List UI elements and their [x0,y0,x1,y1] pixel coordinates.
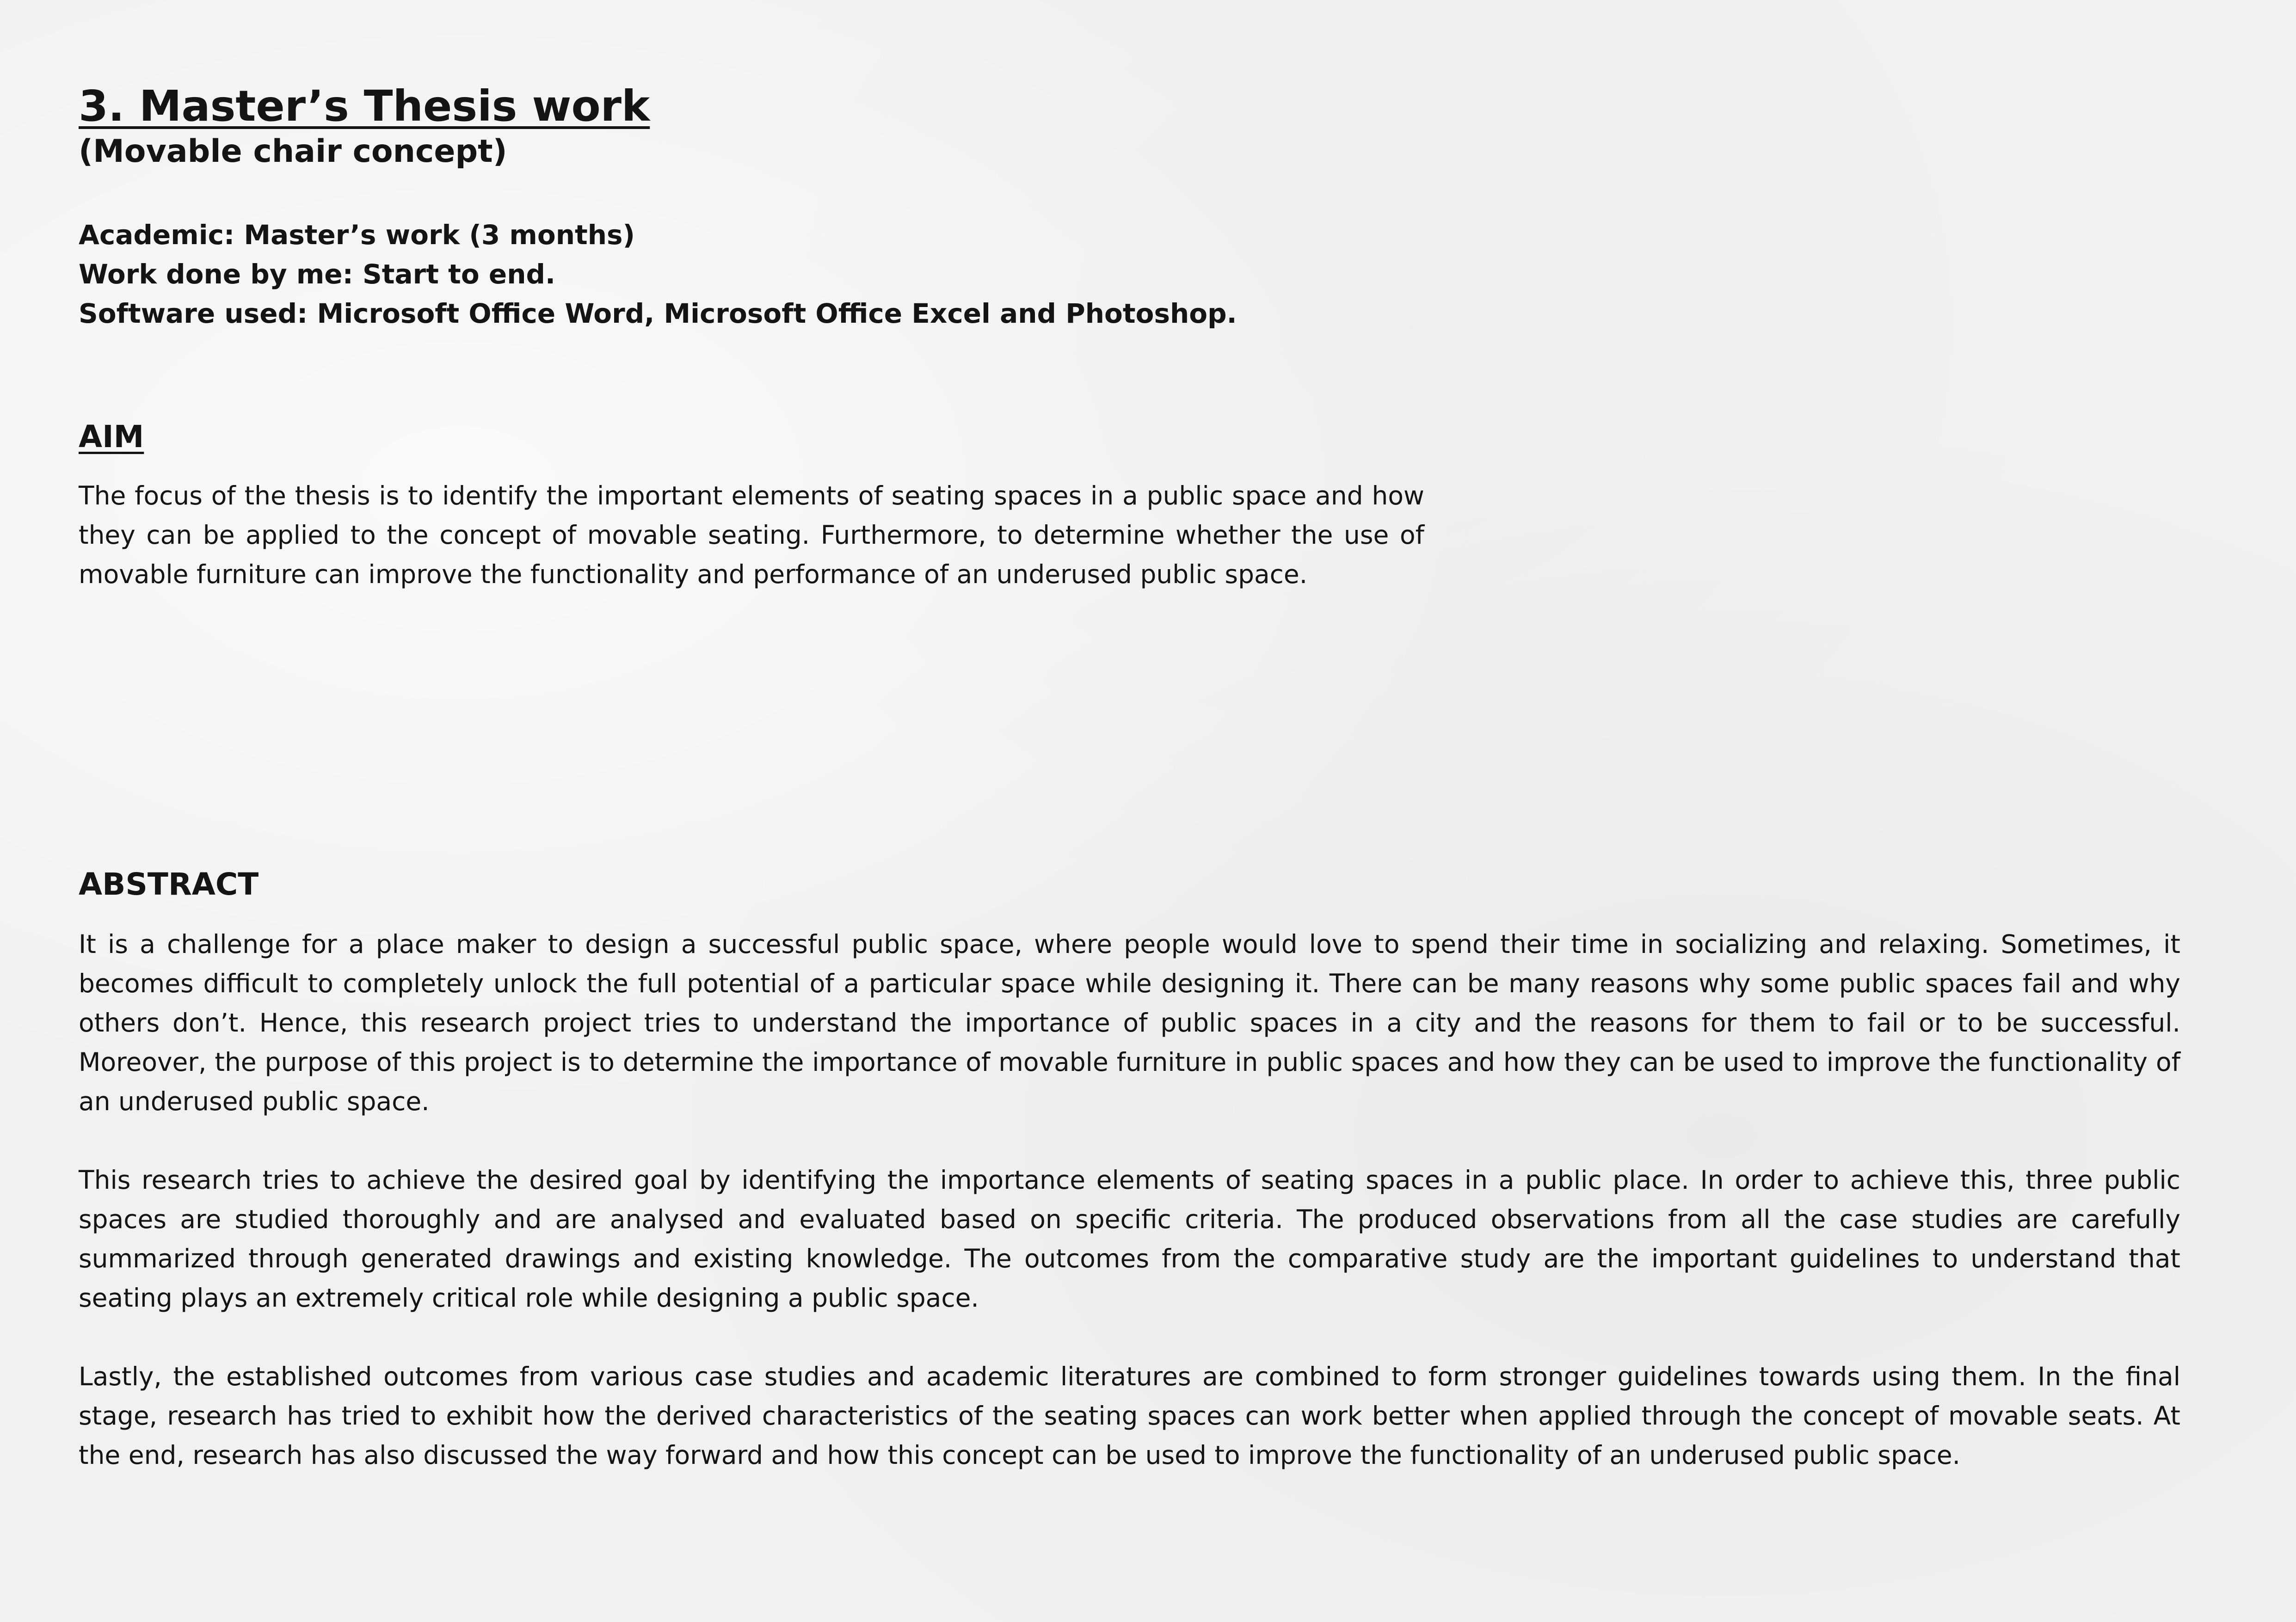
meta-software: Software used: Microsoft Office Word, Microsoft Office Excel and Photoshop. [79,298,1237,329]
page-title: 3. Master’s Thesis work [79,81,650,131]
project-meta [79,215,1237,333]
page-subtitle: (Movable chair concept) [79,133,507,170]
abstract-paragraph-1: It is a challenge for a place maker to design a successful public space, where people would love to spend their time in socializing and relaxing. Sometimes, it becomes difficult to completely unlock the full potential of a particular space while designing it. There can be many reasons why some public spaces fail and why others don’t. Hence, this research project tries to understand the importance of public spaces in a city and the reasons for them to fail or to be successful. Moreover, the purpose of this project is to determine the importance of movable furniture in public spaces and how they can be used to improve the functionality of an underused public space. [79,929,2180,1116]
abstract-paragraph-2: This research tries to achieve the desired goal by identifying the importance elements of seating spaces in a public place. In order to achieve this, three public spaces are studied thoroughly and are analysed and evaluated based on specific criteria. The produced observations from all the case studies are carefully summarized through generated drawings and existing knowledge. The outcomes from the comparative study are the important guidelines to understand that seating plays an extremely critical role while designing a public space. [79,1165,2180,1313]
aim-heading: AIM [79,419,144,455]
abstract-heading: ABSTRACT [79,866,259,902]
meta-academic: Academic: Master’s work (3 months) [79,219,635,251]
meta-work-done: Work done by me: Start to end. [79,258,556,290]
abstract-paragraph-3: Lastly, the established outcomes from various case studies and academic literatures are combined to form stronger guidelines towards using them. In the final stage, research has tried to exhibit how the derived characteristics of the seating spaces can work better when applied through the concept of movable seats. At the end, research has also discussed the way forward and how this concept can be used to improve the functionality of an underused public space. [79,1362,2180,1470]
aim-text: The focus of the thesis is to identify the important elements of seating spaces in a public space and how they can be applied to the concept of movable seating. Furthermore, to determine whether the use of movable furniture can improve the functionality and performance of an underused public space. [79,481,1424,589]
